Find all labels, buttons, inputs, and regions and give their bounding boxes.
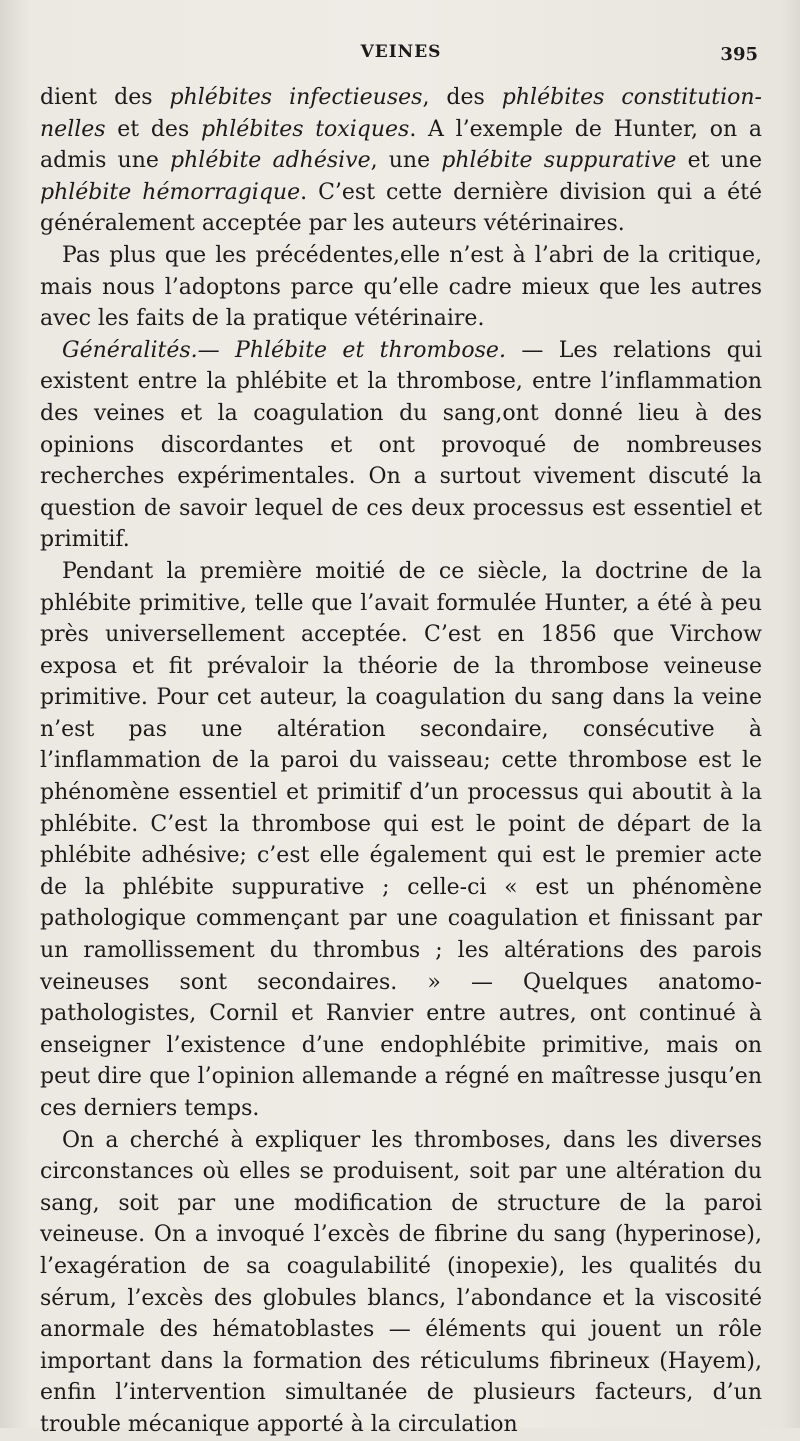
text-run: , des <box>422 85 502 110</box>
text-run: , une <box>370 148 442 174</box>
text-run: et des <box>105 116 201 142</box>
running-head <box>40 42 762 72</box>
body-text <box>40 82 762 1441</box>
text-run: — Les relations qui existent entre la phlébite et la thrombose, entre l’inflammation des veines et la coagulation du sang,ont donné lieu à des opinions discordantes et ont provoqué de nombreuses recherches expérimentales. On a surtout vivement discuté la question de savoir lequel de ces deux processus est essentiel et primitif. <box>40 337 763 553</box>
italic-term: phlébite adhésive <box>170 148 371 174</box>
text-run: dient des <box>40 85 170 110</box>
italic-term: phlébite hémorragique <box>40 179 301 205</box>
italic-term: phlébites infectieuses <box>169 85 423 110</box>
page-number: 395 <box>720 44 758 65</box>
paragraph <box>40 82 762 240</box>
paragraph <box>40 335 762 556</box>
text-run: . A l’exemple de Hunter, on a admis une <box>40 116 762 174</box>
paragraph <box>40 556 762 1125</box>
paragraph <box>40 240 762 335</box>
text-run: et une <box>676 148 762 174</box>
section-heading: Généralités.— Phlébite et thrombose. <box>62 337 506 363</box>
text-run: . C’est cette dernière division qui a été généralement acceptée par les auteurs vétérinaires. <box>40 179 762 237</box>
paragraph <box>40 1125 762 1441</box>
text-run: Pas plus que les précédentes,elle n’est à l’abri de la critique, mais nous l’adoptons parce qu’elle cadre mieux que les autres avec les faits de la pratique vétérinaire. <box>40 242 762 332</box>
chapter-title: VEINES <box>360 42 442 62</box>
italic-term: phlébite suppurative <box>441 148 677 174</box>
italic-term: phlébites constitution-nelles <box>40 85 762 142</box>
text-run: On a cherché à expliquer les thromboses, dans les diverses circonstances où elles se produisent, soit par une altération du sang, soit par une modification de structure de la paroi veineuse. On a invoqué l’excès de fibrine du sang (hyperinose), l’exagération de sa coagulabilité (inopexie), les qualités du sérum, l’excès des globules blancs, l’abondance et la viscosité anormale des hématoblastes — éléments qui jouent un rôle important dans la formation des réticulums fibrineux (Hayem), enfin l’intervention simultanée de plusieurs facteurs, d’un trouble mécanique apporté à la circulation <box>40 1127 762 1437</box>
italic-term: phlébites toxiques <box>200 116 410 142</box>
text-run: Pendant la première moitié de ce siècle, la doctrine de la phlébite primitive, telle que l’avait formulée Hunter, a été à peu près universellement acceptée. C’est en 1856 que Virchow exposa et fit prévaloir la théorie de la thrombose veineuse primitive. Pour cet auteur, la coagulation du sang dans la veine n’est pas une altération secondaire, consécutive à l’inflammation de la paroi du vaisseau; cette thrombose est le phénomène essentiel et primitif d’un processus qui aboutit à la phlébite. C’est la thrombose qui est le point de départ de la phlébite adhésive; c’est elle également qui est le premier acte de la phlébite suppurative ; celle-ci « est un phénomène pathologique commençant par une coagulation et finissant par un ramollissement du thrombus ; les altérations des parois veineuses sont secondaires. » — Quelques anatomo-pathologistes, Cornil et Ranvier entre autres, ont continué à enseigner l’existence d’une endophlébite primitive, mais on peut dire que l’opinion allemande a régné en maîtresse jusqu’en ces derniers temps. <box>40 558 762 1121</box>
